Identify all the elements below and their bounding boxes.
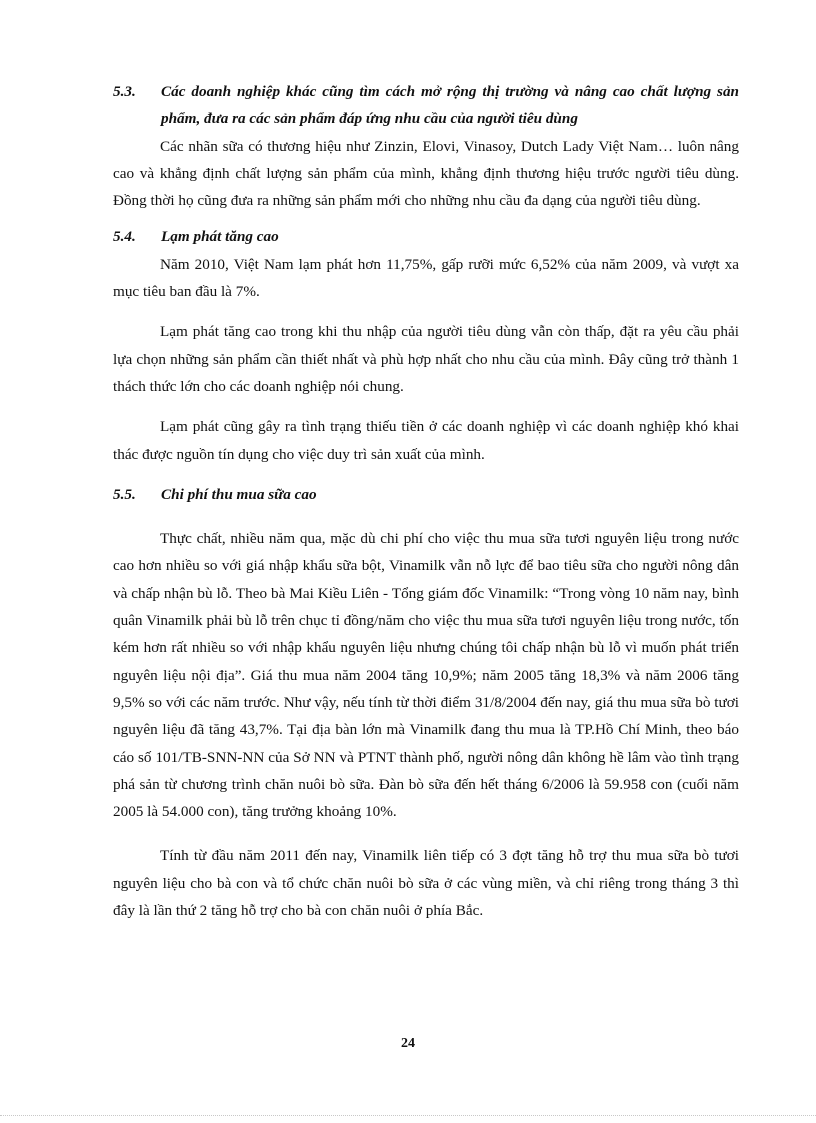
- page-number: 24: [401, 1036, 415, 1051]
- page-bottom-divider: [0, 1115, 816, 1116]
- section-heading-5-4: [113, 223, 739, 250]
- section-title: Các doanh nghiệp khác cũng tìm cách mở rộng thị trường và nâng cao chất lượng sản phẩm, đưa ra các sản phẩm đáp ứng nhu cầu của người tiêu dùng: [161, 83, 739, 128]
- paragraph: Thực chất, nhiều năm qua, mặc dù chi phí cho việc thu mua sữa tươi nguyên liệu trong nước cao hơn nhiều so với giá nhập khẩu sữa bột, Vinamilk vẫn nỗ lực để bao tiêu sữa cho người nông dân và chấp nhận bù lỗ. Theo bà Mai Kiều Liên - Tổng giám đốc Vinamilk: “Trong vòng 10 năm nay, bình quân Vinamilk phải bù lỗ trên chục tỉ đồng/năm cho việc thu mua sữa tươi nguyên liệu trong nước, tốn kém hơn rất nhiều so với nhập khẩu nguyên liệu nhưng chúng tôi chấp nhận bù lỗ vì muốn phát triển nguyên liệu nội địa”. Giá thu mua năm 2004 tăng 10,9%; năm 2005 tăng 18,3% và năm 2006 tăng 9,5% so với các năm trước. Như vậy, nếu tính từ thời điểm 31/8/2004 đến nay, giá thu mua sữa bò tươi nguyên liệu đã tăng 43,7%. Tại địa bàn lớn mà Vinamilk đang thu mua là TP.Hồ Chí Minh, theo báo cáo số 101/TB-SNN-NN của Sở NN và PTNT thành phố, người nông dân không hề lâm vào tình trạng phá sản từ chương trình chăn nuôi bò sữa. Đàn bò sữa đến hết tháng 6/2006 là 59.958 con (cuối năm 2005 là 54.000 con), tăng trưởng khoảng 10%.: [113, 530, 739, 821]
- paragraph: Các nhãn sữa có thương hiệu như Zinzin, Elovi, Vinasoy, Dutch Lady Việt Nam… luôn nâng cao và khẳng định chất lượng sản phẩm của mình, khẳng định thương hiệu trước người tiêu dùng. Đồng thời họ cũng đưa ra những sản phẩm mới cho những nhu cầu đa dạng của người tiêu dùng.: [113, 137, 739, 210]
- paragraph: Tính từ đầu năm 2011 đến nay, Vinamilk liên tiếp có 3 đợt tăng hỗ trợ thu mua sữa bò tươi nguyên liệu cho bà con và tổ chức chăn nuôi bò sữa ở các vùng miền, và chỉ riêng trong tháng 3 thì đây là lần thứ 2 tăng hỗ trợ cho bà con chăn nuôi ở phía Bắc.: [113, 847, 739, 920]
- section-title: Chi phí thu mua sữa cao: [161, 485, 317, 503]
- section-number: 5.5.: [113, 485, 136, 503]
- paragraph: Lạm phát tăng cao trong khi thu nhập của người tiêu dùng vẫn còn thấp, đặt ra yêu cầu phải lựa chọn những sản phẩm cần thiết nhất và phù hợp nhất cho nhu cầu của mình. Đây cũng trở thành 1 thách thức lớn cho các doanh nghiệp nói chung.: [113, 323, 739, 395]
- paragraph: Lạm phát cũng gây ra tình trạng thiếu tiền ở các doanh nghiệp vì các doanh nghiệp khó khai thác được nguồn tín dụng cho việc duy trì sản xuất của mình.: [113, 418, 739, 463]
- section-heading-5-5: [113, 481, 739, 508]
- section-number: 5.4.: [113, 228, 136, 246]
- section-number: 5.3.: [113, 83, 136, 100]
- section-title: Lạm phát tăng cao: [161, 228, 279, 246]
- page-content: [113, 78, 739, 924]
- paragraph: Năm 2010, Việt Nam lạm phát hơn 11,75%, gấp rưỡi mức 6,52% của năm 2009, và vượt xa mục tiêu ban đầu là 7%.: [113, 255, 739, 301]
- section-heading-5-3: [113, 78, 739, 133]
